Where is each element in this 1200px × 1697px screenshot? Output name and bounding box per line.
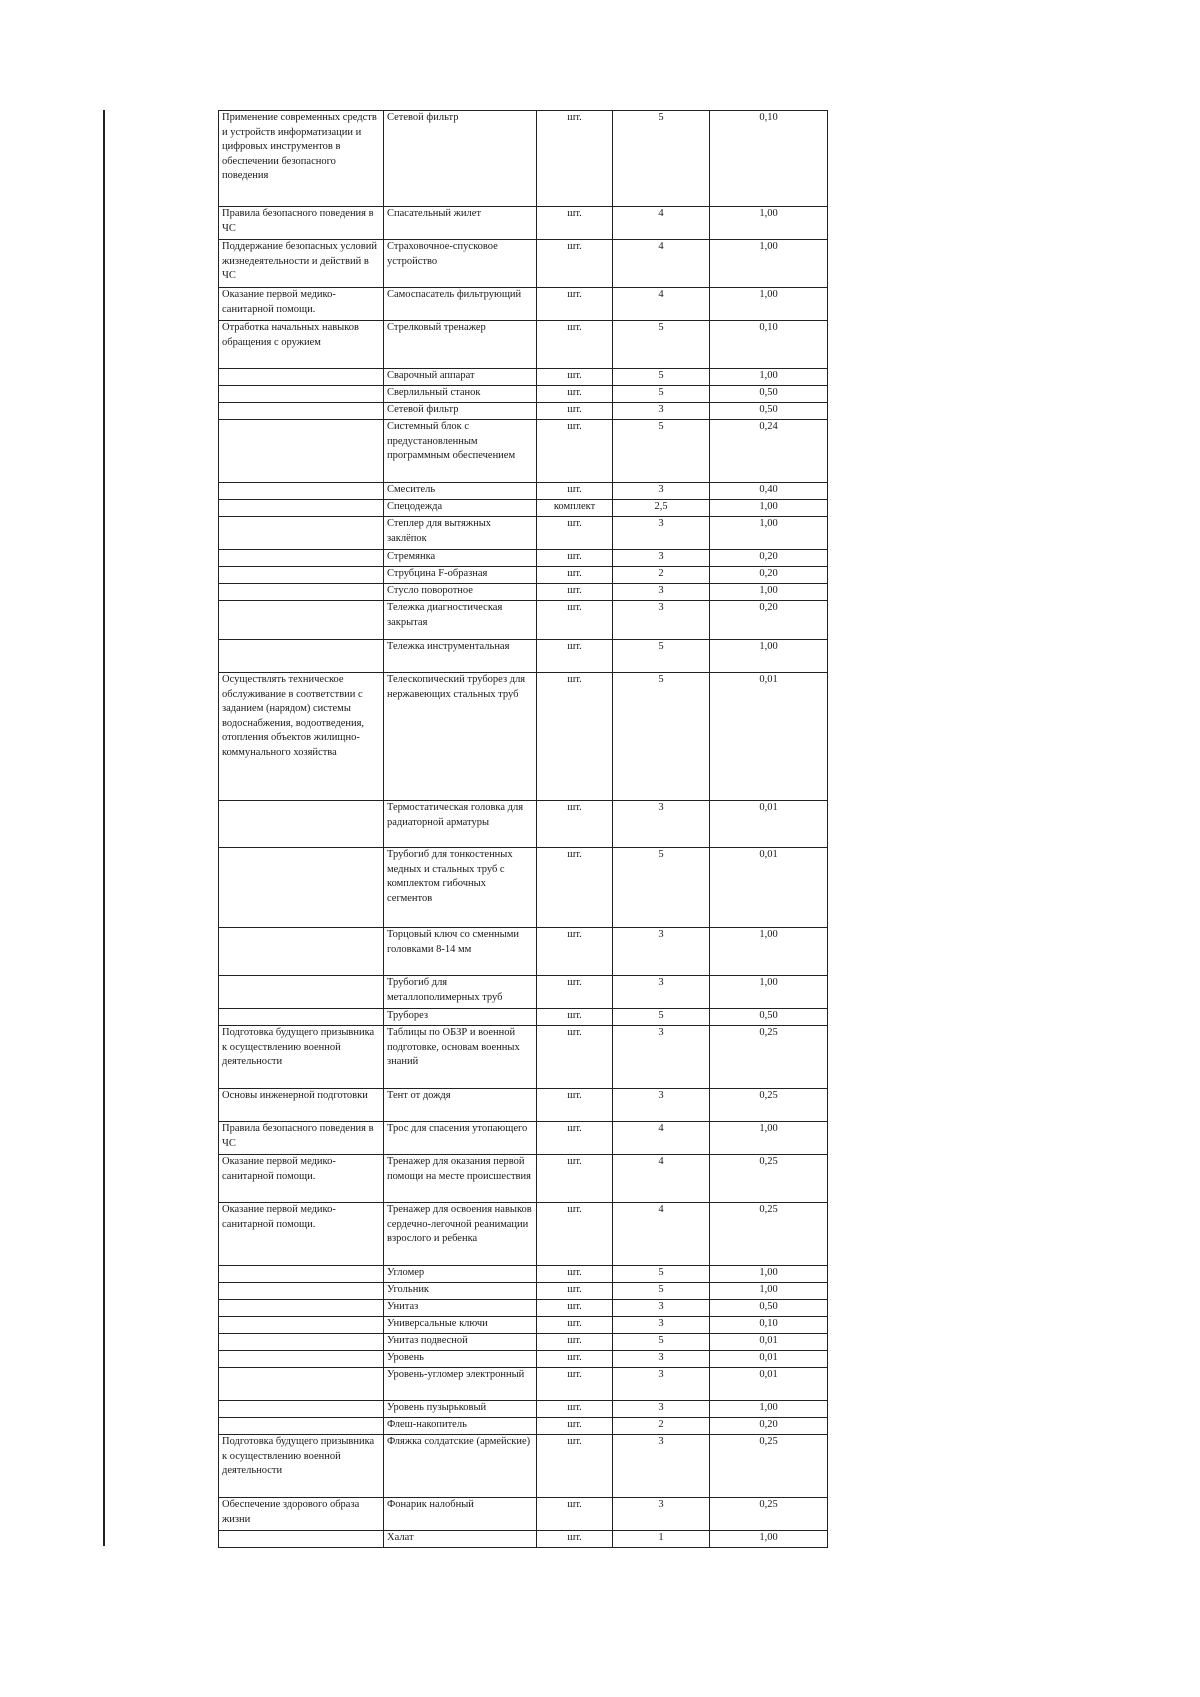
table-row — [219, 1435, 828, 1498]
item-name-cell: Телескопический труборез для нержавеющих стальных труб — [384, 673, 537, 801]
unit-cell: шт. — [537, 240, 613, 288]
competency-cell — [219, 1531, 384, 1548]
coefficient-cell: 0,10 — [710, 1317, 828, 1334]
table-row — [219, 1089, 828, 1122]
competency-cell — [219, 1401, 384, 1418]
unit-cell: шт. — [537, 848, 613, 928]
table-row — [219, 1026, 828, 1089]
item-name-cell: Стремянка — [384, 550, 537, 567]
unit-cell: шт. — [537, 1155, 613, 1203]
page-margin-line — [103, 110, 105, 1546]
competency-cell — [219, 801, 384, 848]
competency-cell — [219, 567, 384, 584]
unit-cell: шт. — [537, 420, 613, 483]
item-name-cell: Флеш-накопитель — [384, 1418, 537, 1435]
item-name-cell: Торцовый ключ со сменными головками 8-14 мм — [384, 928, 537, 976]
unit-cell: шт. — [537, 1089, 613, 1122]
unit-cell: шт. — [537, 517, 613, 550]
table-row — [219, 1009, 828, 1026]
coefficient-cell: 0,50 — [710, 1009, 828, 1026]
item-name-cell: Угольник — [384, 1283, 537, 1300]
coefficient-cell: 0,40 — [710, 483, 828, 500]
unit-cell: шт. — [537, 584, 613, 601]
quantity-cell: 4 — [613, 1203, 710, 1266]
table-row — [219, 928, 828, 976]
item-name-cell: Тележка инструментальная — [384, 640, 537, 673]
table-row — [219, 673, 828, 801]
item-name-cell: Уровень-угломер электронный — [384, 1368, 537, 1401]
item-name-cell: Таблицы по ОБЗР и военной подготовке, основам военных знаний — [384, 1026, 537, 1089]
unit-cell: комплект — [537, 500, 613, 517]
unit-cell: шт. — [537, 403, 613, 420]
item-name-cell: Трубогиб для тонкостенных медных и стальных труб с комплектом гибочных сегментов — [384, 848, 537, 928]
table-row — [219, 567, 828, 584]
coefficient-cell: 0,25 — [710, 1203, 828, 1266]
unit-cell: шт. — [537, 111, 613, 207]
competency-cell — [219, 386, 384, 403]
quantity-cell: 5 — [613, 1334, 710, 1351]
item-name-cell: Степлер для вытяжных заклёпок — [384, 517, 537, 550]
unit-cell: шт. — [537, 1418, 613, 1435]
competency-cell — [219, 1351, 384, 1368]
coefficient-cell: 0,50 — [710, 403, 828, 420]
unit-cell: шт. — [537, 1317, 613, 1334]
item-name-cell: Системный блок с предустановленным программным обеспечением — [384, 420, 537, 483]
table-row — [219, 601, 828, 640]
quantity-cell: 5 — [613, 111, 710, 207]
quantity-cell: 5 — [613, 640, 710, 673]
item-name-cell: Универсальные ключи — [384, 1317, 537, 1334]
table-row — [219, 386, 828, 403]
table-row — [219, 111, 828, 207]
item-name-cell: Сетевой фильтр — [384, 403, 537, 420]
item-name-cell: Унитаз подвесной — [384, 1334, 537, 1351]
item-name-cell: Фонарик налобный — [384, 1498, 537, 1531]
item-name-cell: Смеситель — [384, 483, 537, 500]
coefficient-cell: 1,00 — [710, 1401, 828, 1418]
table-row — [219, 640, 828, 673]
unit-cell: шт. — [537, 1435, 613, 1498]
unit-cell: шт. — [537, 640, 613, 673]
quantity-cell: 3 — [613, 517, 710, 550]
quantity-cell: 2 — [613, 567, 710, 584]
table-row — [219, 240, 828, 288]
table-row — [219, 1368, 828, 1401]
item-name-cell: Фляжка солдатские (армейские) — [384, 1435, 537, 1498]
unit-cell: шт. — [537, 386, 613, 403]
item-name-cell: Уровень — [384, 1351, 537, 1368]
item-name-cell: Стусло поворотное — [384, 584, 537, 601]
competency-cell — [219, 1368, 384, 1401]
unit-cell: шт. — [537, 369, 613, 386]
coefficient-cell: 1,00 — [710, 584, 828, 601]
item-name-cell: Тележка диагностическая закрытая — [384, 601, 537, 640]
competency-cell — [219, 584, 384, 601]
competency-cell — [219, 500, 384, 517]
table-row — [219, 801, 828, 848]
table-row — [219, 321, 828, 369]
quantity-cell: 3 — [613, 1401, 710, 1418]
quantity-cell: 4 — [613, 207, 710, 240]
coefficient-cell: 1,00 — [710, 517, 828, 550]
quantity-cell: 3 — [613, 1351, 710, 1368]
item-name-cell: Трос для спасения утопающего — [384, 1122, 537, 1155]
competency-cell: Отработка начальных навыков обращения с оружием — [219, 321, 384, 369]
coefficient-cell: 1,00 — [710, 1122, 828, 1155]
item-name-cell: Спасательный жилет — [384, 207, 537, 240]
competency-cell: Оказание первой медико-санитарной помощи. — [219, 1155, 384, 1203]
table-row — [219, 403, 828, 420]
item-name-cell: Тренажер для оказания первой помощи на месте происшествия — [384, 1155, 537, 1203]
coefficient-cell: 0,01 — [710, 848, 828, 928]
quantity-cell: 5 — [613, 420, 710, 483]
table-row — [219, 288, 828, 321]
table-row — [219, 369, 828, 386]
competency-cell — [219, 483, 384, 500]
equipment-table — [218, 110, 828, 1548]
competency-cell — [219, 1300, 384, 1317]
unit-cell: шт. — [537, 673, 613, 801]
quantity-cell: 5 — [613, 848, 710, 928]
table-row — [219, 517, 828, 550]
coefficient-cell: 0,50 — [710, 1300, 828, 1317]
table-row — [219, 500, 828, 517]
competency-cell — [219, 1009, 384, 1026]
competency-cell — [219, 640, 384, 673]
table-row — [219, 1155, 828, 1203]
item-name-cell: Трубогиб для металлополимерных труб — [384, 976, 537, 1009]
table-body — [219, 111, 828, 1548]
quantity-cell: 5 — [613, 386, 710, 403]
table-row — [219, 1317, 828, 1334]
unit-cell: шт. — [537, 601, 613, 640]
table-row — [219, 550, 828, 567]
competency-cell — [219, 1283, 384, 1300]
unit-cell: шт. — [537, 1009, 613, 1026]
table-row — [219, 976, 828, 1009]
table-row — [219, 207, 828, 240]
coefficient-cell: 0,20 — [710, 567, 828, 584]
unit-cell: шт. — [537, 1026, 613, 1089]
unit-cell: шт. — [537, 1334, 613, 1351]
coefficient-cell: 0,20 — [710, 1418, 828, 1435]
competency-cell: Поддержание безопасных условий жизнедеятельности и действий в ЧС — [219, 240, 384, 288]
competency-cell — [219, 1334, 384, 1351]
coefficient-cell: 0,25 — [710, 1026, 828, 1089]
coefficient-cell: 0,25 — [710, 1089, 828, 1122]
coefficient-cell: 0,01 — [710, 1351, 828, 1368]
item-name-cell: Стрелковый тренажер — [384, 321, 537, 369]
coefficient-cell: 0,10 — [710, 111, 828, 207]
quantity-cell: 3 — [613, 1317, 710, 1334]
quantity-cell: 4 — [613, 288, 710, 321]
competency-cell: Осуществлять техническое обслуживание в соответствии с заданием (нарядом) системы водоснабжения, водоотведения, отопления объектов жилищно-коммунального хозяйства — [219, 673, 384, 801]
competency-cell — [219, 517, 384, 550]
coefficient-cell: 0,25 — [710, 1498, 828, 1531]
unit-cell: шт. — [537, 1283, 613, 1300]
quantity-cell: 3 — [613, 1368, 710, 1401]
table-row — [219, 1122, 828, 1155]
competency-cell: Правила безопасного поведения в ЧС — [219, 207, 384, 240]
unit-cell: шт. — [537, 1203, 613, 1266]
table-row — [219, 1203, 828, 1266]
coefficient-cell: 0,10 — [710, 321, 828, 369]
item-name-cell: Спецодежда — [384, 500, 537, 517]
item-name-cell: Тренажер для освоения навыков сердечно-легочной реанимации взрослого и ребенка — [384, 1203, 537, 1266]
quantity-cell: 3 — [613, 601, 710, 640]
coefficient-cell: 0,24 — [710, 420, 828, 483]
item-name-cell: Сварочный аппарат — [384, 369, 537, 386]
table-row — [219, 1418, 828, 1435]
coefficient-cell: 0,20 — [710, 550, 828, 567]
unit-cell: шт. — [537, 1531, 613, 1548]
unit-cell: шт. — [537, 1122, 613, 1155]
quantity-cell: 2 — [613, 1418, 710, 1435]
quantity-cell: 3 — [613, 976, 710, 1009]
quantity-cell: 3 — [613, 928, 710, 976]
unit-cell: шт. — [537, 1368, 613, 1401]
table-row — [219, 1283, 828, 1300]
table-row — [219, 1300, 828, 1317]
competency-cell: Подготовка будущего призывника к осуществлению военной деятельности — [219, 1435, 384, 1498]
quantity-cell: 5 — [613, 673, 710, 801]
quantity-cell: 5 — [613, 321, 710, 369]
quantity-cell: 4 — [613, 1155, 710, 1203]
table-row — [219, 1401, 828, 1418]
coefficient-cell: 1,00 — [710, 1266, 828, 1283]
table-row — [219, 1351, 828, 1368]
quantity-cell: 5 — [613, 1009, 710, 1026]
item-name-cell: Уровень пузырьковый — [384, 1401, 537, 1418]
competency-cell — [219, 976, 384, 1009]
coefficient-cell: 0,20 — [710, 601, 828, 640]
unit-cell: шт. — [537, 1266, 613, 1283]
quantity-cell: 3 — [613, 584, 710, 601]
quantity-cell: 5 — [613, 1266, 710, 1283]
coefficient-cell: 1,00 — [710, 1531, 828, 1548]
unit-cell: шт. — [537, 550, 613, 567]
item-name-cell: Тент от дождя — [384, 1089, 537, 1122]
competency-cell — [219, 420, 384, 483]
competency-cell — [219, 601, 384, 640]
competency-cell — [219, 403, 384, 420]
item-name-cell: Сверлильный станок — [384, 386, 537, 403]
unit-cell: шт. — [537, 321, 613, 369]
competency-cell — [219, 369, 384, 386]
coefficient-cell: 0,25 — [710, 1155, 828, 1203]
table-row — [219, 1498, 828, 1531]
unit-cell: шт. — [537, 207, 613, 240]
item-name-cell: Страховочное-спусковое устройство — [384, 240, 537, 288]
competency-cell — [219, 550, 384, 567]
quantity-cell: 3 — [613, 801, 710, 848]
competency-cell: Основы инженерной подготовки — [219, 1089, 384, 1122]
competency-cell — [219, 848, 384, 928]
coefficient-cell: 1,00 — [710, 240, 828, 288]
quantity-cell: 3 — [613, 403, 710, 420]
competency-cell — [219, 1266, 384, 1283]
coefficient-cell: 1,00 — [710, 640, 828, 673]
quantity-cell: 4 — [613, 240, 710, 288]
unit-cell: шт. — [537, 1351, 613, 1368]
quantity-cell: 3 — [613, 1026, 710, 1089]
table-row — [219, 420, 828, 483]
competency-cell: Оказание первой медико-санитарной помощи. — [219, 288, 384, 321]
item-name-cell: Струбцина F-образная — [384, 567, 537, 584]
unit-cell: шт. — [537, 801, 613, 848]
quantity-cell: 5 — [613, 369, 710, 386]
quantity-cell: 2,5 — [613, 500, 710, 517]
item-name-cell: Термостатическая головка для радиаторной арматуры — [384, 801, 537, 848]
table-row — [219, 483, 828, 500]
unit-cell: шт. — [537, 1300, 613, 1317]
quantity-cell: 3 — [613, 483, 710, 500]
table-row — [219, 584, 828, 601]
competency-cell: Правила безопасного поведения в ЧС — [219, 1122, 384, 1155]
coefficient-cell: 0,25 — [710, 1435, 828, 1498]
table-row — [219, 1531, 828, 1548]
unit-cell: шт. — [537, 928, 613, 976]
quantity-cell: 3 — [613, 1435, 710, 1498]
competency-cell — [219, 1317, 384, 1334]
coefficient-cell: 0,50 — [710, 386, 828, 403]
coefficient-cell: 1,00 — [710, 207, 828, 240]
competency-cell: Применение современных средств и устройств информатизации и цифровых инструментов в обеспечении безопасного поведения — [219, 111, 384, 207]
coefficient-cell: 1,00 — [710, 500, 828, 517]
coefficient-cell: 1,00 — [710, 976, 828, 1009]
quantity-cell: 3 — [613, 1498, 710, 1531]
item-name-cell: Самоспасатель фильтрующий — [384, 288, 537, 321]
competency-cell: Оказание первой медико-санитарной помощи. — [219, 1203, 384, 1266]
quantity-cell: 1 — [613, 1531, 710, 1548]
item-name-cell: Сетевой фильтр — [384, 111, 537, 207]
item-name-cell: Унитаз — [384, 1300, 537, 1317]
item-name-cell: Угломер — [384, 1266, 537, 1283]
unit-cell: шт. — [537, 1401, 613, 1418]
quantity-cell: 4 — [613, 1122, 710, 1155]
quantity-cell: 3 — [613, 1089, 710, 1122]
table-row — [219, 1334, 828, 1351]
coefficient-cell: 0,01 — [710, 801, 828, 848]
quantity-cell: 3 — [613, 550, 710, 567]
quantity-cell: 3 — [613, 1300, 710, 1317]
table-row — [219, 1266, 828, 1283]
coefficient-cell: 0,01 — [710, 1334, 828, 1351]
unit-cell: шт. — [537, 288, 613, 321]
coefficient-cell: 0,01 — [710, 1368, 828, 1401]
coefficient-cell: 1,00 — [710, 1283, 828, 1300]
item-name-cell: Халат — [384, 1531, 537, 1548]
unit-cell: шт. — [537, 483, 613, 500]
table-row — [219, 848, 828, 928]
unit-cell: шт. — [537, 976, 613, 1009]
coefficient-cell: 1,00 — [710, 288, 828, 321]
unit-cell: шт. — [537, 1498, 613, 1531]
competency-cell — [219, 1418, 384, 1435]
coefficient-cell: 1,00 — [710, 369, 828, 386]
unit-cell: шт. — [537, 567, 613, 584]
competency-cell — [219, 928, 384, 976]
coefficient-cell: 0,01 — [710, 673, 828, 801]
item-name-cell: Труборез — [384, 1009, 537, 1026]
coefficient-cell: 1,00 — [710, 928, 828, 976]
quantity-cell: 5 — [613, 1283, 710, 1300]
competency-cell: Обеспечение здорового образа жизни — [219, 1498, 384, 1531]
competency-cell: Подготовка будущего призывника к осуществлению военной деятельности — [219, 1026, 384, 1089]
